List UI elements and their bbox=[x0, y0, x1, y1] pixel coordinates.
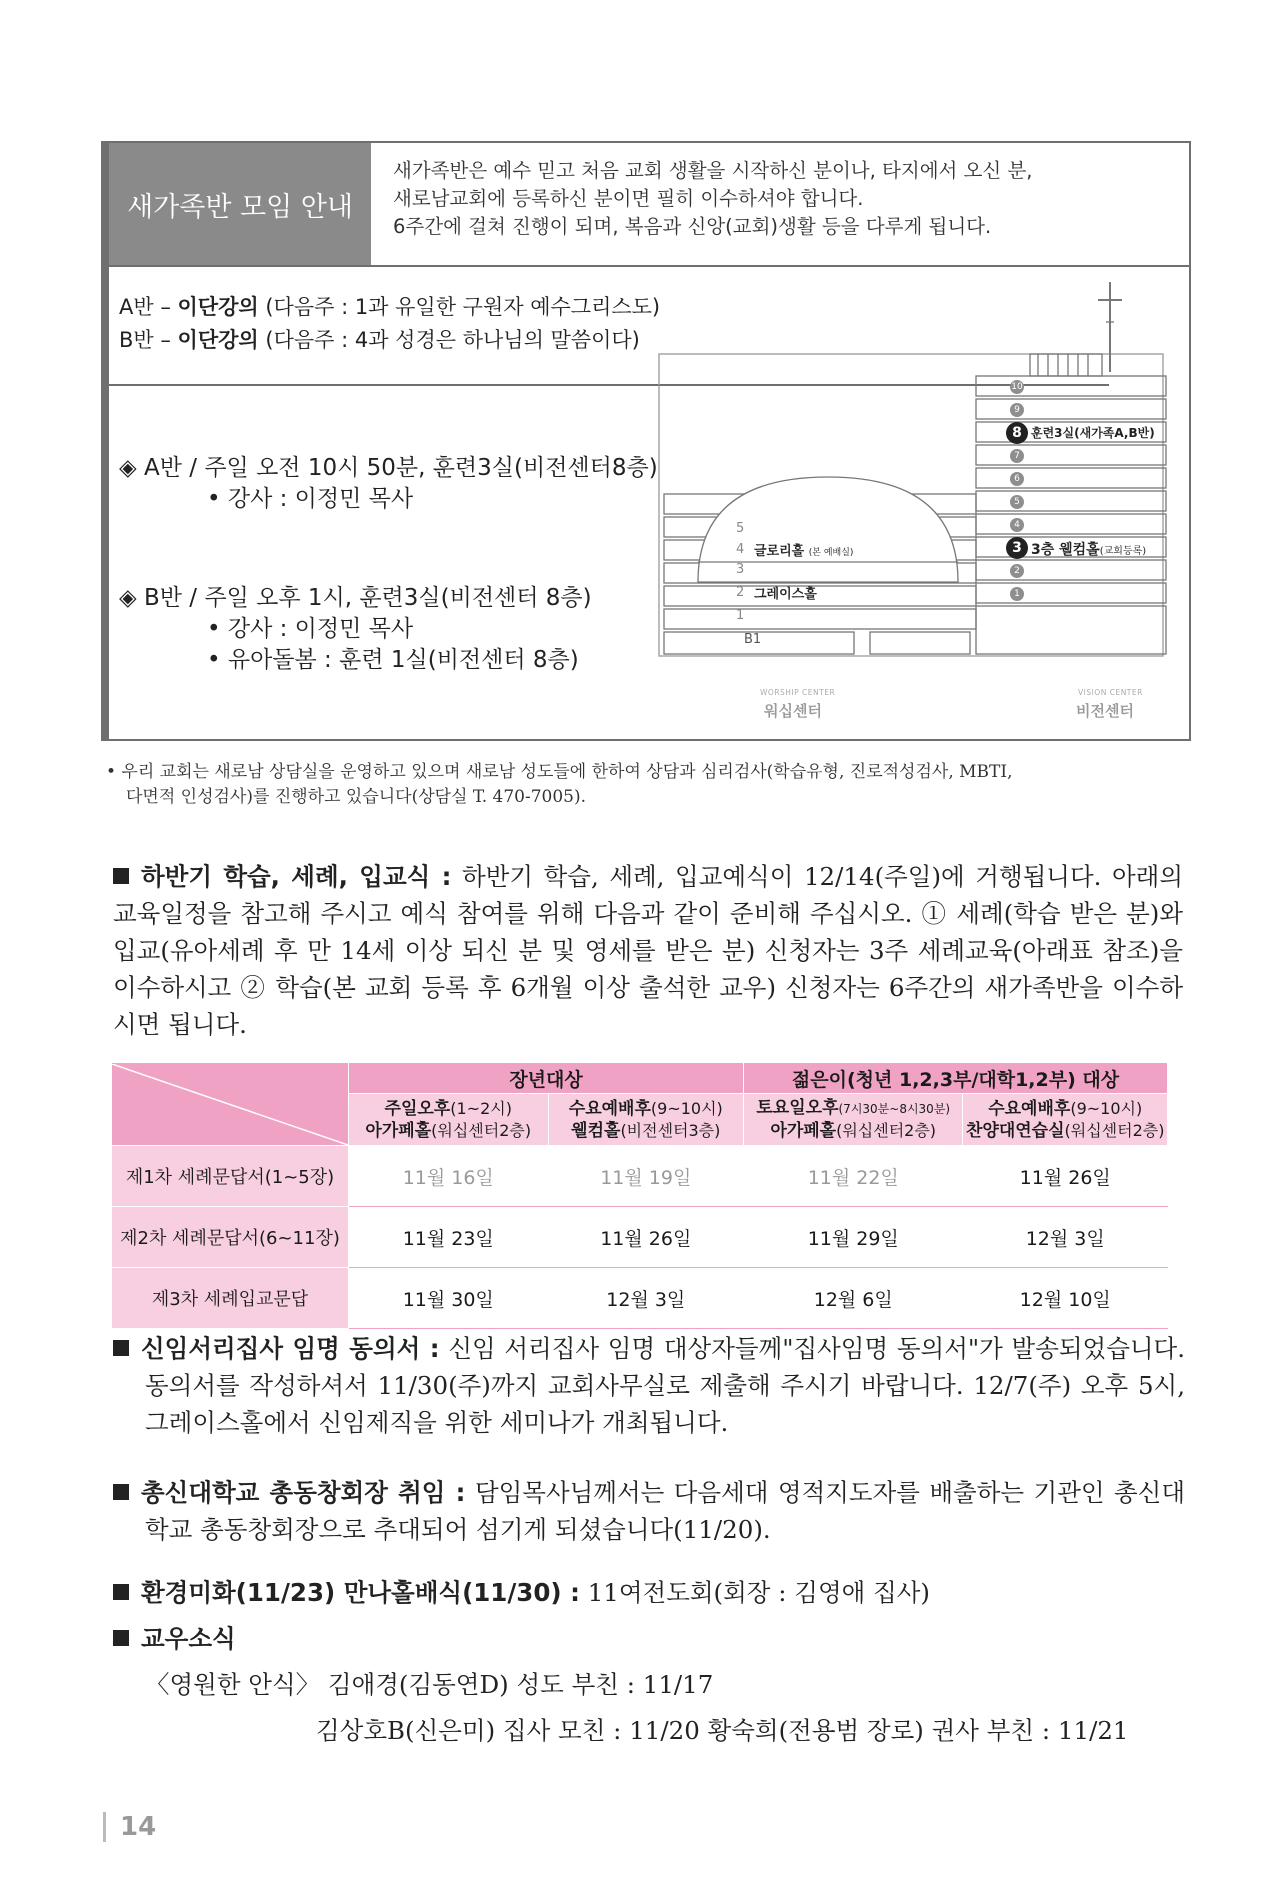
deacon-title: 신임서리집사 임명 동의서 : bbox=[141, 1334, 440, 1363]
environment-title: 환경미화(11/23) 만나홀배식(11/30) : bbox=[141, 1578, 580, 1607]
table-cell: 11월 26일 bbox=[963, 1146, 1168, 1207]
glory-hall-label: 글로리홀 (본 예배실) bbox=[754, 544, 854, 559]
floor-marker-3: 3 bbox=[1006, 537, 1028, 559]
floor-marker: 2 bbox=[1010, 564, 1024, 578]
deacon-notice bbox=[113, 1330, 1185, 1441]
member-news bbox=[113, 1620, 1183, 1657]
president-notice bbox=[113, 1474, 1185, 1548]
president-title: 총신대학교 총동창회장 취임 : bbox=[141, 1478, 466, 1507]
floor-label: 1 bbox=[736, 608, 745, 623]
table-cell: 12월 3일 bbox=[963, 1207, 1168, 1268]
group-youth: 젊은이(청년 1,2,3부/대학1,2부) 대상 bbox=[744, 1063, 1168, 1094]
column-header: 주일오후(1~2시) 아가페홀(워십센터2층) bbox=[349, 1094, 549, 1146]
room3-label: 3층 웰컴홀(교회등록) bbox=[1031, 542, 1147, 558]
class-a-topic: A반 – 이단강의 (다음주 : 1과 유일한 구원자 예수그리스도) bbox=[119, 295, 661, 319]
president-text: 담임목사님께서는 다음세대 영적지도자를 배출하는 기관인 총신대학교 총동창회장으로 추대되어 섬기게 되셨습니다(11/20). bbox=[145, 1478, 1186, 1544]
baptism-schedule-table bbox=[111, 1062, 1168, 1329]
environment-text: 11여전도회(회장 : 김영애 집사) bbox=[579, 1578, 930, 1607]
table-row bbox=[112, 1268, 1168, 1329]
floor-label: B1 bbox=[744, 632, 762, 647]
floor-marker: 6 bbox=[1010, 472, 1024, 486]
square-bullet-icon bbox=[113, 868, 129, 884]
diagonal-line bbox=[112, 1064, 348, 1145]
vision-center-label: 비전센터 bbox=[1076, 702, 1134, 720]
row-header: 제1차 세례문답서(1~5장) bbox=[112, 1146, 349, 1207]
room8-label: 훈련3실(새가족A,B반) bbox=[1031, 426, 1155, 440]
desc-line: 새로남교회에 등록하신 분이면 필히 이수하셔야 합니다. bbox=[393, 187, 864, 210]
newcomer-description bbox=[393, 157, 1173, 241]
baptism-text: 하반기 학습, 세례, 입교예식이 12/14(주일)에 거행됩니다. 아래의 교육일정을 참고해 주시고 예식 참여를 위해 다음과 같이 준비해 주십시오. ① 세례(학습 받은 분)와 입교(유아세례 후 만 14세 이상 되신 분 및 영세를 받은 분) 신청자는 3주 세례교육(아래표 참조)을 이수하시고 ② 학습(본 교회 등록 후 6개월 이상 출석한 교우) 신청자는 6주간의 새가족반을 이수하시면 됩니다. bbox=[113, 862, 1183, 1039]
newcomer-header: 새가족반 모임 안내 bbox=[109, 143, 371, 265]
floor-marker: 4 bbox=[1010, 518, 1024, 532]
column-header: 수요예배후(9~10시) 웰컴홀(비전센터3층) bbox=[548, 1094, 744, 1146]
table-cell: 11월 23일 bbox=[349, 1207, 549, 1268]
environment-notice bbox=[113, 1574, 1183, 1611]
floor-marker: 10 bbox=[1011, 382, 1023, 392]
news-line: 김상호B(신은미) 집사 모친 : 11/20 황숙희(전용범 장로) 권사 부친 : 11/21 bbox=[316, 1716, 1129, 1745]
table-cell: 11월 22일 bbox=[744, 1146, 963, 1207]
table-cell: 11월 16일 bbox=[349, 1146, 549, 1207]
worship-center-label: 워십센터 bbox=[764, 702, 822, 720]
vision-center-en: VISION CENTER bbox=[1078, 688, 1143, 697]
floor-marker: 5 bbox=[1010, 495, 1024, 509]
table-cell: 11월 26일 bbox=[548, 1207, 744, 1268]
floor-label: 4 bbox=[736, 542, 745, 557]
table-cell: 11월 19일 bbox=[548, 1146, 744, 1207]
table-cell: 12월 3일 bbox=[548, 1268, 744, 1329]
floor-marker: 9 bbox=[1010, 403, 1024, 417]
square-bullet-icon bbox=[113, 1584, 129, 1600]
table-cell: 12월 10일 bbox=[963, 1268, 1168, 1329]
counsel-note: • 우리 교회는 새로남 상담실을 운영하고 있으며 새로남 성도들에 한하여 상담과 심리검사(학습유형, 진로적성검사, MBTI, 다면적 인성검사)를 진행하고 있습니다(상담실 T. 470-7005). bbox=[106, 762, 1013, 807]
baptism-notice bbox=[113, 858, 1183, 1043]
grace-hall-label: 그레이스홀 bbox=[754, 587, 817, 602]
news-title: 교우소식 bbox=[141, 1624, 236, 1653]
square-bullet-icon bbox=[113, 1630, 129, 1646]
table-corner bbox=[112, 1063, 349, 1146]
deacon-text: 신임 서리집사 임명 대상자들께"집사임명 동의서"가 발송되었습니다. 동의서를 작성하셔서 11/30(주)까지 교회사무실로 제출해 주시기 바랍니다. 12/7(주) 오후 5시, 그레이스홀에서 신임제직을 위한 세미나가 개최됩니다. bbox=[145, 1334, 1185, 1437]
divider bbox=[109, 265, 1189, 267]
desc-line: 6주간에 걸쳐 진행이 되며, 복음과 신앙(교회)생활 등을 다루게 됩니다. bbox=[393, 215, 992, 238]
table-cell: 11월 29일 bbox=[744, 1207, 963, 1268]
square-bullet-icon bbox=[113, 1340, 129, 1356]
worship-center-en: WORSHIP CENTER bbox=[760, 688, 836, 697]
schedule-b: ◈ B반 / 주일 오후 1시, 훈련3실(비전센터 8층) • 강사 : 이정민 목사 • 유아돌봄 : 훈련 1실(비전센터 8층) bbox=[119, 585, 592, 673]
desc-line: 새가족반은 예수 믿고 처음 교회 생활을 시작하신 분이나, 타지에서 오신 분, bbox=[393, 159, 1033, 182]
news-line: 〈영원한 안식〉 김애경(김동연D) 성도 부친 : 11/17 bbox=[145, 1670, 714, 1699]
floor-marker-8: 8 bbox=[1006, 422, 1028, 444]
table-cell: 12월 6일 bbox=[744, 1268, 963, 1329]
building-drawing bbox=[558, 272, 1184, 734]
column-header: 토요일오후(7시30분~8시30분) 아가페홀(워십센터2층) bbox=[744, 1094, 963, 1146]
building-diagram bbox=[558, 272, 1184, 734]
row-header: 제3차 세례입교문답 bbox=[112, 1268, 349, 1329]
schedule-a: ◈ A반 / 주일 오전 10시 50분, 훈련3실(비전센터8층) • 강사 : 이정민 목사 bbox=[119, 455, 658, 512]
floor-marker: 1 bbox=[1010, 587, 1024, 601]
group-adult: 장년대상 bbox=[349, 1063, 744, 1094]
floor-label: 5 bbox=[736, 521, 745, 536]
class-b-topic: B반 – 이단강의 (다음주 : 4과 성경은 하나님의 말씀이다) bbox=[119, 328, 640, 352]
table-row bbox=[112, 1146, 1168, 1207]
floor-marker: 7 bbox=[1010, 449, 1024, 463]
table-cell: 11월 30일 bbox=[349, 1268, 549, 1329]
square-bullet-icon bbox=[113, 1484, 129, 1500]
floor-label: 2 bbox=[736, 585, 745, 600]
table-row bbox=[112, 1207, 1168, 1268]
row-header: 제2차 세례문답서(6~11장) bbox=[112, 1207, 349, 1268]
floor-label: 3 bbox=[736, 562, 745, 577]
column-header: 수요예배후(9~10시) 찬양대연습실(워십센터2층) bbox=[963, 1094, 1168, 1146]
page-number: 14 bbox=[103, 1812, 156, 1842]
baptism-title: 하반기 학습, 세례, 입교식 : bbox=[141, 862, 452, 891]
